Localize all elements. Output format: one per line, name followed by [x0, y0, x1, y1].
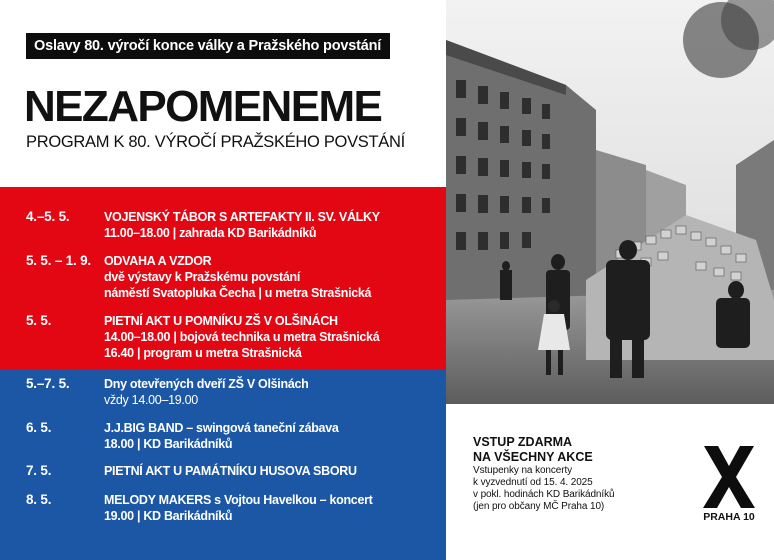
- event-description: dvě výstavy k Pražskému povstání: [104, 270, 301, 284]
- event-details: [104, 209, 440, 241]
- event-details: [104, 376, 440, 408]
- event-time-place: 14.00–18.00 | bojová technika u metra Strašnická: [104, 330, 380, 344]
- event-details: [104, 420, 440, 452]
- event-time-place: 16.40 | program u metra Strašnická: [104, 346, 302, 360]
- header-band: Oslavy 80. výročí konce války a Pražského povstání: [26, 33, 390, 59]
- tickets-note: k vyzvednutí od 15. 4. 2025: [473, 477, 593, 488]
- page-title: NEZAPOMENEME: [24, 82, 382, 131]
- admission-line-2: NA VŠECHNY AKCE: [473, 450, 593, 464]
- event-title: Dny otevřených dveří ZŠ V Olšinách: [104, 377, 309, 391]
- tickets-note: (jen pro občany MČ Praha 10): [473, 501, 605, 512]
- event-title: VOJENSKÝ TÁBOR S ARTEFAKTY II. SV. VÁLKY: [104, 210, 380, 224]
- event-details: [104, 492, 440, 524]
- event-date: 6. 5.: [26, 420, 52, 435]
- event-title: ODVAHA A VZDOR: [104, 254, 212, 268]
- event-date: 8. 5.: [26, 492, 52, 507]
- event-time-place: vždy 14.00–19.00: [104, 393, 198, 407]
- event-date: 5. 5. – 1. 9.: [26, 253, 91, 268]
- event-date: 5.–7. 5.: [26, 376, 70, 391]
- event-time-place: náměstí Svatopluka Čecha | u metra Strašnická: [104, 286, 372, 300]
- event-time-place: 11.00–18.00 | zahrada KD Barikádníků: [104, 226, 317, 240]
- event-title: PIETNÍ AKT U PAMÁTNÍKU HUSOVA SBORU: [104, 464, 357, 478]
- event-details: [104, 313, 440, 361]
- logo-label: PRAHA 10: [703, 511, 755, 523]
- event-details: [104, 253, 440, 301]
- tickets-note: v pokl. hodinách KD Barikádníků: [473, 489, 615, 500]
- event-title: PIETNÍ AKT U POMNÍKU ZŠ V OLŠINÁCH: [104, 314, 338, 328]
- event-date: 7. 5.: [26, 463, 52, 478]
- page-subtitle: PROGRAM K 80. VÝROČÍ PRAŽSKÉHO POVSTÁNÍ: [26, 133, 405, 151]
- event-time-place: 19.00 | KD Barikádníků: [104, 509, 233, 523]
- admission-info: [473, 435, 693, 513]
- event-date: 5. 5.: [26, 313, 52, 328]
- event-title: MELODY MAKERS s Vojtou Havelkou – koncert: [104, 493, 373, 507]
- historic-barricade-photo: [446, 0, 774, 404]
- admission-line-1: VSTUP ZDARMA: [473, 435, 573, 449]
- event-time-place: 18.00 | KD Barikádníků: [104, 437, 233, 451]
- event-title: J.J.BIG BAND – swingová taneční zábava: [104, 421, 339, 435]
- event-details: [104, 463, 440, 479]
- event-date: 4.–5. 5.: [26, 209, 70, 224]
- tickets-note: Vstupenky na koncerty: [473, 465, 573, 476]
